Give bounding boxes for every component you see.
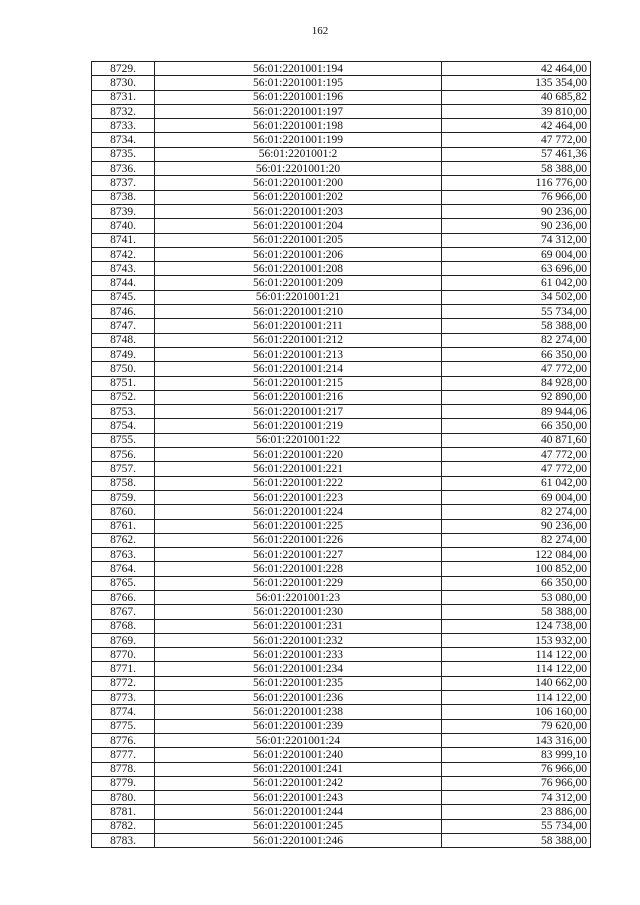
table-row xyxy=(92,476,591,490)
table-row xyxy=(92,233,591,247)
row-number-cell: 8742. xyxy=(92,247,155,261)
value-cell: 76 966,00 xyxy=(442,190,591,204)
table-row xyxy=(92,662,591,676)
table-row xyxy=(92,247,591,261)
table-body xyxy=(92,62,591,848)
cadastral-number-cell: 56:01:2201001:222 xyxy=(155,476,442,490)
table-row xyxy=(92,762,591,776)
row-number-cell: 8743. xyxy=(92,262,155,276)
row-number-cell: 8769. xyxy=(92,633,155,647)
cadastral-number-cell: 56:01:2201001:223 xyxy=(155,490,442,504)
table-row xyxy=(92,562,591,576)
cadastral-number-cell: 56:01:2201001:245 xyxy=(155,819,442,833)
table-row xyxy=(92,119,591,133)
value-cell: 61 042,00 xyxy=(442,476,591,490)
value-cell: 66 350,00 xyxy=(442,419,591,433)
row-number-cell: 8749. xyxy=(92,347,155,361)
row-number-cell: 8741. xyxy=(92,233,155,247)
row-number-cell: 8739. xyxy=(92,204,155,218)
value-cell: 55 734,00 xyxy=(442,819,591,833)
table-row xyxy=(92,448,591,462)
cadastral-number-cell: 56:01:2201001:2 xyxy=(155,147,442,161)
table-row xyxy=(92,533,591,547)
table-row xyxy=(92,90,591,104)
row-number-cell: 8773. xyxy=(92,691,155,705)
cadastral-number-cell: 56:01:2201001:241 xyxy=(155,762,442,776)
table-row xyxy=(92,648,591,662)
table-row xyxy=(92,133,591,147)
cadastral-number-cell: 56:01:2201001:214 xyxy=(155,362,442,376)
table-row xyxy=(92,619,591,633)
cadastral-number-cell: 56:01:2201001:21 xyxy=(155,290,442,304)
table-row xyxy=(92,176,591,190)
table-row xyxy=(92,691,591,705)
cadastral-number-cell: 56:01:2201001:211 xyxy=(155,319,442,333)
row-number-cell: 8776. xyxy=(92,733,155,747)
value-cell: 47 772,00 xyxy=(442,462,591,476)
table-row xyxy=(92,576,591,590)
table-row xyxy=(92,776,591,790)
value-cell: 89 944,06 xyxy=(442,405,591,419)
row-number-cell: 8737. xyxy=(92,176,155,190)
table-row xyxy=(92,190,591,204)
row-number-cell: 8766. xyxy=(92,590,155,604)
table-row xyxy=(92,490,591,504)
cadastral-number-cell: 56:01:2201001:215 xyxy=(155,376,442,390)
value-cell: 69 004,00 xyxy=(442,247,591,261)
table-row xyxy=(92,676,591,690)
value-cell: 42 464,00 xyxy=(442,119,591,133)
value-cell: 140 662,00 xyxy=(442,676,591,690)
value-cell: 42 464,00 xyxy=(442,62,591,76)
table-row xyxy=(92,405,591,419)
table-row xyxy=(92,548,591,562)
cadastral-number-cell: 56:01:2201001:246 xyxy=(155,834,442,848)
row-number-cell: 8781. xyxy=(92,805,155,819)
table-row xyxy=(92,462,591,476)
cadastral-number-cell: 56:01:2201001:224 xyxy=(155,505,442,519)
cadastral-number-cell: 56:01:2201001:22 xyxy=(155,433,442,447)
cadastral-number-cell: 56:01:2201001:216 xyxy=(155,390,442,404)
value-cell: 92 890,00 xyxy=(442,390,591,404)
cadastral-number-cell: 56:01:2201001:234 xyxy=(155,662,442,676)
cadastral-number-cell: 56:01:2201001:208 xyxy=(155,262,442,276)
cadastral-number-cell: 56:01:2201001:200 xyxy=(155,176,442,190)
value-cell: 143 316,00 xyxy=(442,733,591,747)
row-number-cell: 8778. xyxy=(92,762,155,776)
value-cell: 40 871,60 xyxy=(442,433,591,447)
value-cell: 53 080,00 xyxy=(442,590,591,604)
cadastral-number-cell: 56:01:2201001:210 xyxy=(155,305,442,319)
value-cell: 39 810,00 xyxy=(442,104,591,118)
value-cell: 90 236,00 xyxy=(442,519,591,533)
cadastral-number-cell: 56:01:2201001:228 xyxy=(155,562,442,576)
row-number-cell: 8774. xyxy=(92,705,155,719)
row-number-cell: 8767. xyxy=(92,605,155,619)
cadastral-number-cell: 56:01:2201001:212 xyxy=(155,333,442,347)
row-number-cell: 8754. xyxy=(92,419,155,433)
row-number-cell: 8736. xyxy=(92,162,155,176)
value-cell: 76 966,00 xyxy=(442,762,591,776)
value-cell: 47 772,00 xyxy=(442,133,591,147)
value-cell: 58 388,00 xyxy=(442,319,591,333)
table-row xyxy=(92,805,591,819)
table-row xyxy=(92,705,591,719)
value-cell: 74 312,00 xyxy=(442,233,591,247)
table-row xyxy=(92,791,591,805)
value-cell: 90 236,00 xyxy=(442,219,591,233)
value-cell: 76 966,00 xyxy=(442,776,591,790)
row-number-cell: 8782. xyxy=(92,819,155,833)
value-cell: 100 852,00 xyxy=(442,562,591,576)
value-cell: 114 122,00 xyxy=(442,648,591,662)
table-row xyxy=(92,219,591,233)
cadastral-number-cell: 56:01:2201001:198 xyxy=(155,119,442,133)
cadastral-number-cell: 56:01:2201001:233 xyxy=(155,648,442,662)
table-row xyxy=(92,633,591,647)
cadastral-number-cell: 56:01:2201001:202 xyxy=(155,190,442,204)
cadastral-number-cell: 56:01:2201001:213 xyxy=(155,347,442,361)
cadastral-number-cell: 56:01:2201001:243 xyxy=(155,791,442,805)
table-row xyxy=(92,62,591,76)
cadastral-number-cell: 56:01:2201001:239 xyxy=(155,719,442,733)
row-number-cell: 8745. xyxy=(92,290,155,304)
row-number-cell: 8729. xyxy=(92,62,155,76)
table-row xyxy=(92,376,591,390)
table-row xyxy=(92,362,591,376)
row-number-cell: 8765. xyxy=(92,576,155,590)
cadastral-number-cell: 56:01:2201001:209 xyxy=(155,276,442,290)
value-cell: 153 932,00 xyxy=(442,633,591,647)
table-row xyxy=(92,505,591,519)
row-number-cell: 8763. xyxy=(92,548,155,562)
row-number-cell: 8758. xyxy=(92,476,155,490)
cadastral-number-cell: 56:01:2201001:235 xyxy=(155,676,442,690)
row-number-cell: 8735. xyxy=(92,147,155,161)
value-cell: 40 685,82 xyxy=(442,90,591,104)
value-cell: 58 388,00 xyxy=(442,605,591,619)
value-cell: 114 122,00 xyxy=(442,662,591,676)
value-cell: 106 160,00 xyxy=(442,705,591,719)
value-cell: 74 312,00 xyxy=(442,791,591,805)
table-row xyxy=(92,319,591,333)
value-cell: 84 928,00 xyxy=(442,376,591,390)
row-number-cell: 8731. xyxy=(92,90,155,104)
table-row xyxy=(92,748,591,762)
table-row xyxy=(92,305,591,319)
cadastral-number-cell: 56:01:2201001:240 xyxy=(155,748,442,762)
table-row xyxy=(92,719,591,733)
row-number-cell: 8761. xyxy=(92,519,155,533)
cadastral-number-cell: 56:01:2201001:220 xyxy=(155,448,442,462)
table-row xyxy=(92,605,591,619)
table-row xyxy=(92,819,591,833)
table-row xyxy=(92,834,591,848)
row-number-cell: 8748. xyxy=(92,333,155,347)
row-number-cell: 8738. xyxy=(92,190,155,204)
row-number-cell: 8775. xyxy=(92,719,155,733)
row-number-cell: 8753. xyxy=(92,405,155,419)
cadastral-number-cell: 56:01:2201001:229 xyxy=(155,576,442,590)
table-row xyxy=(92,76,591,90)
row-number-cell: 8757. xyxy=(92,462,155,476)
cadastral-number-cell: 56:01:2201001:194 xyxy=(155,62,442,76)
value-cell: 57 461,36 xyxy=(442,147,591,161)
table-row xyxy=(92,290,591,304)
row-number-cell: 8755. xyxy=(92,433,155,447)
value-cell: 47 772,00 xyxy=(442,362,591,376)
row-number-cell: 8760. xyxy=(92,505,155,519)
value-cell: 61 042,00 xyxy=(442,276,591,290)
row-number-cell: 8746. xyxy=(92,305,155,319)
value-cell: 135 354,00 xyxy=(442,76,591,90)
row-number-cell: 8730. xyxy=(92,76,155,90)
cadastral-number-cell: 56:01:2201001:230 xyxy=(155,605,442,619)
value-cell: 23 886,00 xyxy=(442,805,591,819)
value-cell: 66 350,00 xyxy=(442,347,591,361)
cadastral-number-cell: 56:01:2201001:236 xyxy=(155,691,442,705)
cadastral-number-cell: 56:01:2201001:197 xyxy=(155,104,442,118)
cadastral-value-table xyxy=(91,61,591,848)
cadastral-number-cell: 56:01:2201001:238 xyxy=(155,705,442,719)
value-cell: 47 772,00 xyxy=(442,448,591,462)
row-number-cell: 8759. xyxy=(92,490,155,504)
row-number-cell: 8764. xyxy=(92,562,155,576)
page-number: 162 xyxy=(311,25,329,37)
value-cell: 114 122,00 xyxy=(442,691,591,705)
cadastral-number-cell: 56:01:2201001:219 xyxy=(155,419,442,433)
row-number-cell: 8756. xyxy=(92,448,155,462)
value-cell: 34 502,00 xyxy=(442,290,591,304)
row-number-cell: 8771. xyxy=(92,662,155,676)
cadastral-number-cell: 56:01:2201001:204 xyxy=(155,219,442,233)
value-cell: 116 776,00 xyxy=(442,176,591,190)
table-row xyxy=(92,590,591,604)
row-number-cell: 8780. xyxy=(92,791,155,805)
cadastral-number-cell: 56:01:2201001:203 xyxy=(155,204,442,218)
row-number-cell: 8752. xyxy=(92,390,155,404)
table-row xyxy=(92,347,591,361)
value-cell: 82 274,00 xyxy=(442,333,591,347)
table-row xyxy=(92,333,591,347)
cadastral-number-cell: 56:01:2201001:227 xyxy=(155,548,442,562)
cadastral-number-cell: 56:01:2201001:196 xyxy=(155,90,442,104)
value-cell: 66 350,00 xyxy=(442,576,591,590)
cadastral-number-cell: 56:01:2201001:205 xyxy=(155,233,442,247)
value-cell: 55 734,00 xyxy=(442,305,591,319)
row-number-cell: 8777. xyxy=(92,748,155,762)
row-number-cell: 8733. xyxy=(92,119,155,133)
table-row xyxy=(92,204,591,218)
cadastral-number-cell: 56:01:2201001:242 xyxy=(155,776,442,790)
value-cell: 82 274,00 xyxy=(442,505,591,519)
table-row xyxy=(92,147,591,161)
table-row xyxy=(92,733,591,747)
value-cell: 82 274,00 xyxy=(442,533,591,547)
row-number-cell: 8747. xyxy=(92,319,155,333)
value-cell: 79 620,00 xyxy=(442,719,591,733)
value-cell: 83 999,10 xyxy=(442,748,591,762)
cadastral-number-cell: 56:01:2201001:23 xyxy=(155,590,442,604)
cadastral-number-cell: 56:01:2201001:24 xyxy=(155,733,442,747)
table-row xyxy=(92,519,591,533)
row-number-cell: 8762. xyxy=(92,533,155,547)
table-row xyxy=(92,162,591,176)
cadastral-number-cell: 56:01:2201001:225 xyxy=(155,519,442,533)
value-cell: 69 004,00 xyxy=(442,490,591,504)
row-number-cell: 8750. xyxy=(92,362,155,376)
row-number-cell: 8779. xyxy=(92,776,155,790)
row-number-cell: 8732. xyxy=(92,104,155,118)
row-number-cell: 8772. xyxy=(92,676,155,690)
cadastral-number-cell: 56:01:2201001:217 xyxy=(155,405,442,419)
value-cell: 58 388,00 xyxy=(442,162,591,176)
row-number-cell: 8740. xyxy=(92,219,155,233)
table-row xyxy=(92,276,591,290)
value-cell: 124 738,00 xyxy=(442,619,591,633)
table-row xyxy=(92,433,591,447)
table-row xyxy=(92,390,591,404)
value-cell: 58 388,00 xyxy=(442,834,591,848)
value-cell: 63 696,00 xyxy=(442,262,591,276)
row-number-cell: 8751. xyxy=(92,376,155,390)
cadastral-number-cell: 56:01:2201001:206 xyxy=(155,247,442,261)
cadastral-number-cell: 56:01:2201001:232 xyxy=(155,633,442,647)
row-number-cell: 8744. xyxy=(92,276,155,290)
table-row xyxy=(92,419,591,433)
cadastral-number-cell: 56:01:2201001:195 xyxy=(155,76,442,90)
row-number-cell: 8783. xyxy=(92,834,155,848)
row-number-cell: 8768. xyxy=(92,619,155,633)
cadastral-number-cell: 56:01:2201001:244 xyxy=(155,805,442,819)
cadastral-number-cell: 56:01:2201001:231 xyxy=(155,619,442,633)
row-number-cell: 8770. xyxy=(92,648,155,662)
cadastral-number-cell: 56:01:2201001:226 xyxy=(155,533,442,547)
cadastral-number-cell: 56:01:2201001:221 xyxy=(155,462,442,476)
value-cell: 122 084,00 xyxy=(442,548,591,562)
value-cell: 90 236,00 xyxy=(442,204,591,218)
table-row xyxy=(92,104,591,118)
table-row xyxy=(92,262,591,276)
cadastral-number-cell: 56:01:2201001:199 xyxy=(155,133,442,147)
cadastral-number-cell: 56:01:2201001:20 xyxy=(155,162,442,176)
row-number-cell: 8734. xyxy=(92,133,155,147)
